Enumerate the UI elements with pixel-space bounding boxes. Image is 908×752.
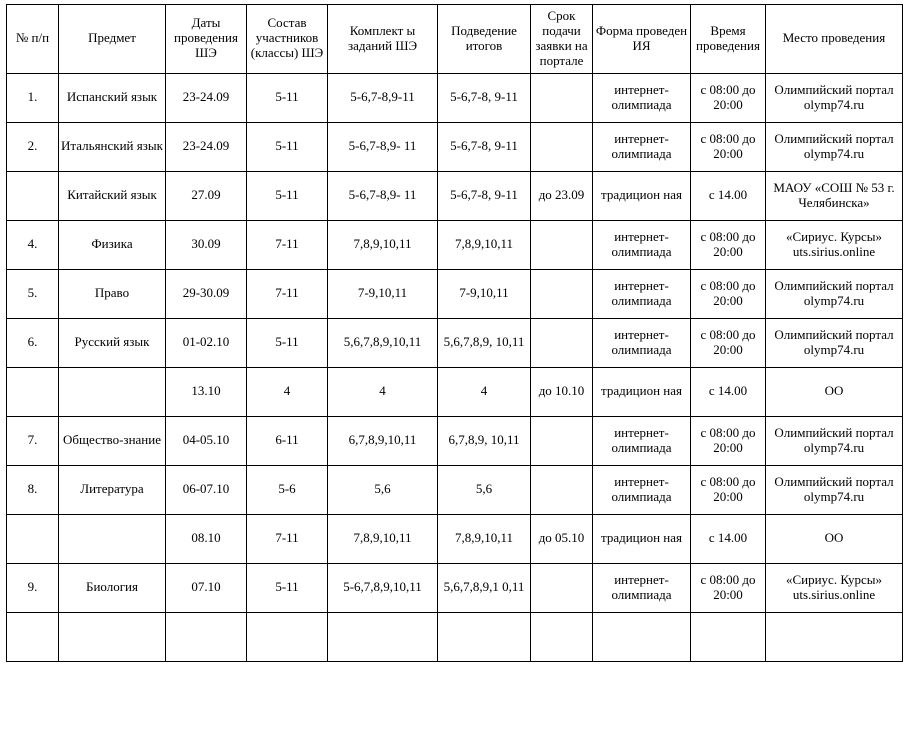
cell-place: Олимпийский портал olymp74.ru [766,73,903,122]
cell-dates: 07.10 [166,563,247,612]
cell-dates: 23-24.09 [166,122,247,171]
cell-subject [59,367,166,416]
cell-deadline [531,318,593,367]
cell-dates: 29-30.09 [166,269,247,318]
cell-number: 2. [7,122,59,171]
cell-deadline: до 10.10 [531,367,593,416]
cell-dates: 08.10 [166,514,247,563]
cell-results: 5-6,7-8, 9-11 [438,73,531,122]
cell-place [766,612,903,661]
table-row [7,465,903,514]
cell-number: 1. [7,73,59,122]
cell-form: традицион ная [593,171,691,220]
cell-grades: 5-11 [247,122,328,171]
cell-deadline [531,465,593,514]
cell-results: 5-6,7-8, 9-11 [438,171,531,220]
cell-tasks [328,612,438,661]
cell-dates: 27.09 [166,171,247,220]
table-row [7,269,903,318]
table-body [7,73,903,661]
cell-results: 5,6,7,8,9,1 0,11 [438,563,531,612]
cell-tasks: 5,6,7,8,9,10,11 [328,318,438,367]
cell-form: традицион ная [593,514,691,563]
cell-dates: 06-07.10 [166,465,247,514]
cell-place: ОО [766,367,903,416]
cell-dates: 01-02.10 [166,318,247,367]
cell-grades: 4 [247,367,328,416]
cell-time: с 08:00 до 20:00 [691,269,766,318]
cell-form: интернет-олимпиада [593,220,691,269]
cell-place: «Сириус. Курсы» uts.sirius.online [766,563,903,612]
cell-grades: 5-11 [247,171,328,220]
cell-place: Олимпийский портал olymp74.ru [766,122,903,171]
cell-time: с 14.00 [691,367,766,416]
schedule-table [6,4,903,662]
cell-grades: 7-11 [247,269,328,318]
cell-number: 4. [7,220,59,269]
table-row [7,367,903,416]
cell-form: интернет-олимпиада [593,73,691,122]
cell-place: МАОУ «СОШ № 53 г. Челябинска» [766,171,903,220]
cell-time: с 08:00 до 20:00 [691,220,766,269]
cell-form: интернет-олимпиада [593,563,691,612]
cell-tasks: 5-6,7-8,9- 11 [328,122,438,171]
cell-subject: Общество-знание [59,416,166,465]
cell-results: 6,7,8,9, 10,11 [438,416,531,465]
table-row [7,122,903,171]
cell-results: 7-9,10,11 [438,269,531,318]
cell-number [7,612,59,661]
cell-time: с 14.00 [691,514,766,563]
cell-time [691,612,766,661]
cell-grades: 6-11 [247,416,328,465]
cell-number [7,514,59,563]
column-header-place: Место проведения [766,5,903,74]
cell-subject [59,514,166,563]
cell-time: с 08:00 до 20:00 [691,416,766,465]
cell-tasks: 4 [328,367,438,416]
cell-deadline [531,220,593,269]
cell-form: интернет-олимпиада [593,465,691,514]
cell-tasks: 7,8,9,10,11 [328,514,438,563]
cell-results: 7,8,9,10,11 [438,220,531,269]
cell-results: 5-6,7-8, 9-11 [438,122,531,171]
cell-grades: 5-6 [247,465,328,514]
cell-results: 5,6,7,8,9, 10,11 [438,318,531,367]
cell-grades [247,612,328,661]
cell-number: 6. [7,318,59,367]
cell-subject [59,612,166,661]
cell-form: традицион ная [593,367,691,416]
column-header-deadline: Срок подачи заявки на портале [531,5,593,74]
cell-tasks: 5,6 [328,465,438,514]
table-header [7,5,903,74]
header-row [7,5,903,74]
cell-dates: 04-05.10 [166,416,247,465]
table-row [7,318,903,367]
cell-place: Олимпийский портал olymp74.ru [766,269,903,318]
cell-place: ОО [766,514,903,563]
cell-number: 8. [7,465,59,514]
cell-tasks: 6,7,8,9,10,11 [328,416,438,465]
cell-place: «Сириус. Курсы» uts.sirius.online [766,220,903,269]
cell-deadline [531,612,593,661]
cell-tasks: 5-6,7-8,9- 11 [328,171,438,220]
cell-time: с 08:00 до 20:00 [691,122,766,171]
cell-subject: Физика [59,220,166,269]
column-header-participants: Состав участников (классы) ШЭ [247,5,328,74]
column-header-tasks: Комплект ы заданий ШЭ [328,5,438,74]
column-header-results: Подведение итогов [438,5,531,74]
column-header-form: Форма проведен ИЯ [593,5,691,74]
cell-deadline [531,563,593,612]
cell-grades: 7-11 [247,514,328,563]
table-row [7,563,903,612]
column-header-time: Время проведения [691,5,766,74]
cell-dates: 23-24.09 [166,73,247,122]
cell-deadline [531,416,593,465]
cell-results: 5,6 [438,465,531,514]
cell-form: интернет-олимпиада [593,122,691,171]
table-row [7,171,903,220]
cell-tasks: 7-9,10,11 [328,269,438,318]
cell-time: с 08:00 до 20:00 [691,318,766,367]
cell-number: 9. [7,563,59,612]
cell-results [438,612,531,661]
cell-subject: Право [59,269,166,318]
cell-grades: 5-11 [247,563,328,612]
table-row [7,612,903,661]
cell-time: с 14.00 [691,171,766,220]
cell-tasks: 5-6,7-8,9-11 [328,73,438,122]
cell-grades: 5-11 [247,73,328,122]
cell-tasks: 5-6,7,8,9,10,11 [328,563,438,612]
cell-form: интернет-олимпиада [593,269,691,318]
cell-number: 7. [7,416,59,465]
cell-form: интернет-олимпиада [593,318,691,367]
cell-results: 7,8,9,10,11 [438,514,531,563]
table-row [7,416,903,465]
cell-subject: Литература [59,465,166,514]
table-row [7,220,903,269]
cell-number [7,367,59,416]
cell-deadline: до 23.09 [531,171,593,220]
cell-subject: Русский язык [59,318,166,367]
cell-place: Олимпийский портал olymp74.ru [766,416,903,465]
cell-dates [166,612,247,661]
cell-subject: Итальянский язык [59,122,166,171]
table-row [7,514,903,563]
cell-number [7,171,59,220]
column-header-subject: Предмет [59,5,166,74]
cell-form [593,612,691,661]
cell-deadline: до 05.10 [531,514,593,563]
cell-place: Олимпийский портал olymp74.ru [766,465,903,514]
cell-form: интернет-олимпиада [593,416,691,465]
cell-dates: 30.09 [166,220,247,269]
cell-deadline [531,269,593,318]
cell-grades: 5-11 [247,318,328,367]
cell-subject: Биология [59,563,166,612]
cell-tasks: 7,8,9,10,11 [328,220,438,269]
cell-time: с 08:00 до 20:00 [691,465,766,514]
table-row [7,73,903,122]
cell-time: с 08:00 до 20:00 [691,563,766,612]
cell-time: с 08:00 до 20:00 [691,73,766,122]
column-header-number: № п/п [7,5,59,74]
cell-subject: Китайский язык [59,171,166,220]
cell-dates: 13.10 [166,367,247,416]
cell-results: 4 [438,367,531,416]
cell-deadline [531,122,593,171]
cell-number: 5. [7,269,59,318]
cell-deadline [531,73,593,122]
cell-subject: Испанский язык [59,73,166,122]
cell-grades: 7-11 [247,220,328,269]
cell-place: Олимпийский портал olymp74.ru [766,318,903,367]
column-header-dates: Даты проведения ШЭ [166,5,247,74]
